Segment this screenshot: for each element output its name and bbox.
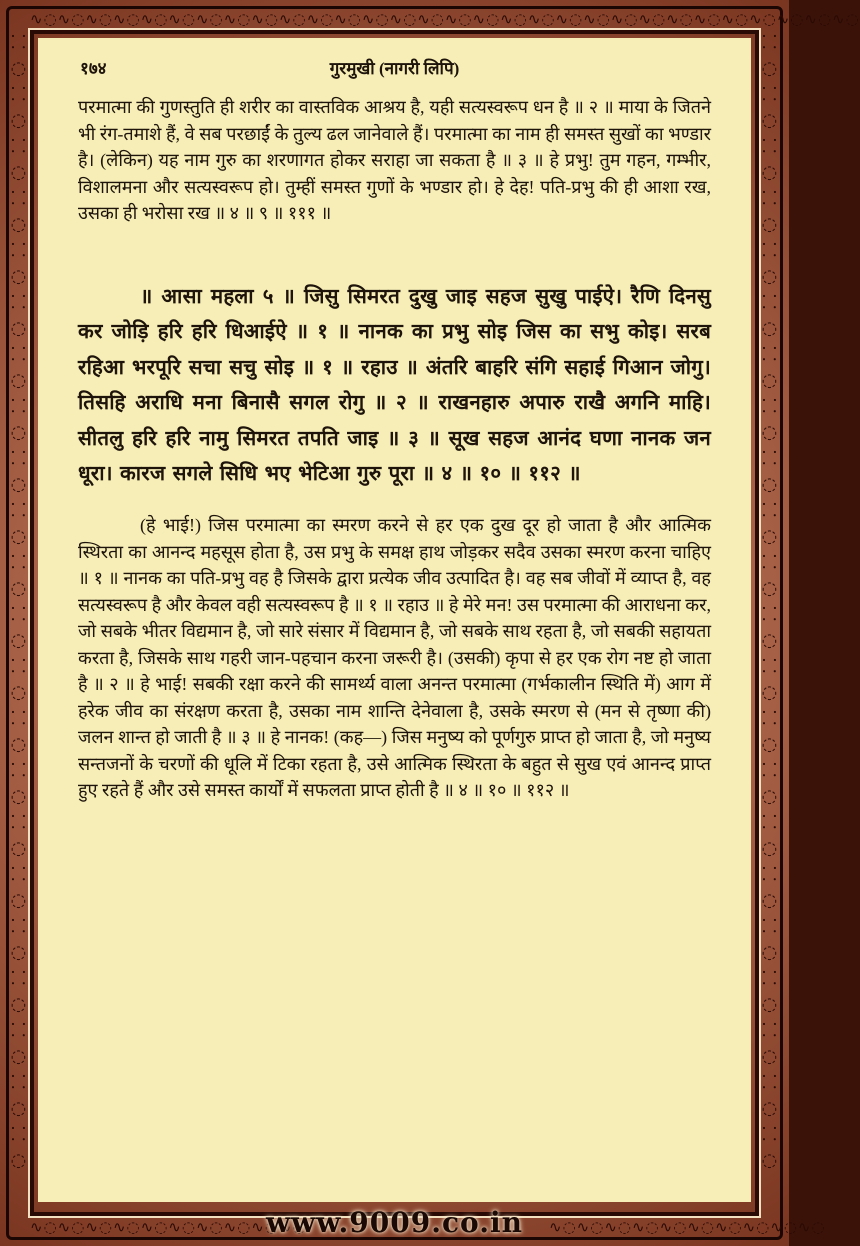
running-title: गुरमुखी (नागरी लिपि) — [329, 59, 460, 78]
website-watermark: www.9009.co.in — [266, 1206, 523, 1239]
intro-paragraph: परमात्मा की गुणस्तुति ही शरीर का वास्तविक आश्रय है, यही सत्यस्वरूप धन है ॥ २ ॥ माया के जितने भी रंग-तमाशे हैं, वे सब परछाईं के तुल्य ढल जानेवाले हैं। परमात्मा का नाम ही समस्त सुखों का भण्डार है। (लेकिन) यह नाम गुरु का शरणागत होकर सराहा जा सकता है ॥ ३ ॥ हे प्रभु! तुम गहन, गम्भीर, विशालमना और सत्यस्वरूप हो। तुम्हीं समस्त गुणों के भण्डार हो। हे देह! पति-प्रभु की ही आशा रख, उसका ही भरोसा रख ॥ ४ ॥ ९ ॥ १११ ॥ — [78, 97, 711, 223]
scroll-ornament-top: ∿◌∿◌∿◌∿◌∿◌∿◌∿◌∿◌∿◌∿◌∿◌∿◌∿◌∿◌∿◌∿◌∿◌∿◌∿◌∿◌∿◌∿◌∿◌∿◌∿◌∿◌∿◌∿◌∿◌∿◌ — [30, 10, 860, 28]
scroll-ornament-right: ⸬ ◌ ⸬ ◌ ⸬ ◌ ⸬ ◌ ⸬ ◌ ⸬ ◌ ⸬ ◌ ⸬ ◌ ⸬ ◌ ⸬ ◌ ⸬ ◌ ⸬ ◌ ⸬ ◌ ⸬ ◌ ⸬ ◌ ⸬ ◌ ⸬ ◌ ⸬ ◌ ⸬ ◌ ⸬ ◌ ⸬ ◌ ⸬ ◌ — [761, 32, 779, 1171]
shabad-verse: ॥ आसा महला ५ ॥ जिसु सिमरत दुखु जाइ सहज सुखु पाईऐ। रैणि दिनसु कर जोड़ि हरि हरि धिआईऐ ॥ १ ॥ नानक का प्रभु सोइ जिस का सभु कोइ। सरब रहिआ भरपूरि सचा सचु सोइ ॥ १ ॥ रहाउ ॥ अंतरि बाहरि संगि सहाई गिआन जोगु। तिसहि अराधि मना बिनासै सगल रोगु ॥ २ ॥ राखनहारु अपारु राखै अगनि माहि। सीतलु हरि हरि नामु सिमरत तपति जाइ ॥ ३ ॥ सूख सहज आनंद घणा नानक जन धूरा। कारज सगले सिधि भए भेटिआ गुरु पूरा ॥ ४ ॥ १० ॥ ११२ ॥ — [78, 283, 711, 485]
verse-translation: (हे भाई!) जिस परमात्मा का स्मरण करने से हर एक दुख दूर हो जाता है और आत्मिक स्थिरता का आनन्द महसूस होता है, उस प्रभु के समक्ष हाथ जोड़कर सदैव उसका स्मरण करना चाहिए ॥ १ ॥ नानक का पति-प्रभु वह है जिसके द्वारा प्रत्येक जीव उत्पादित है। वह सब जीवों में व्याप्त है, वह सत्यस्वरूप है और केवल वही सत्यस्वरूप है ॥ १ ॥ रहाउ ॥ हे मेरे मन! उस परमात्मा की आराधना कर, जो सबके भीतर विद्यमान है, जो सारे संसार में विद्यमान है, जो सबके साथ रहता है, जो सबकी सहायता करता है, जिसके साथ गहरी जान-पहचान करना जरूरी है। (उसकी) कृपा से हर एक रोग नष्ट हो जाता है ॥ २ ॥ हे भाई! सबकी रक्षा करने की सामर्थ्य वाला अनन्त परमात्मा (गर्भकालीन स्थिति में) आग में हरेक जीव का संरक्षण करता है, उसका नाम शान्ति देनेवाला है, उसके स्मरण से (मन से तृष्णा की) जलन शान्त हो जाती है ॥ ३ ॥ हे नानक! (कह—) जिस मनुष्य को पूर्णगुरु प्राप्त हो जाता है, जो मनुष्य सन्तजनों के चरणों की धूलि में टिका रहता है, उसे आत्मिक स्थिरता के बहुत से सुख एवं आनन्द प्राप्त हुए रहते हैं और उसे समस्त कार्यों में सफलता प्राप्त होती है ॥ ४ ॥ १० ॥ ११२ ॥ — [78, 515, 711, 800]
page-number: १७४ — [80, 59, 107, 78]
page-header — [78, 54, 711, 84]
book-page — [38, 38, 751, 1202]
scroll-ornament-bottom-left: ∿◌∿◌∿◌∿◌∿◌∿◌∿◌∿◌∿◌∿◌ — [30, 1218, 307, 1236]
scroll-ornament-left: ⸬ ◌ ⸬ ◌ ⸬ ◌ ⸬ ◌ ⸬ ◌ ⸬ ◌ ⸬ ◌ ⸬ ◌ ⸬ ◌ ⸬ ◌ ⸬ ◌ ⸬ ◌ ⸬ ◌ ⸬ ◌ ⸬ ◌ ⸬ ◌ ⸬ ◌ ⸬ ◌ ⸬ ◌ ⸬ ◌ ⸬ ◌ ⸬ ◌ — [10, 32, 28, 1171]
scroll-ornament-bottom-right: ∿◌∿◌∿◌∿◌∿◌∿◌∿◌∿◌∿◌∿◌ — [549, 1218, 826, 1236]
